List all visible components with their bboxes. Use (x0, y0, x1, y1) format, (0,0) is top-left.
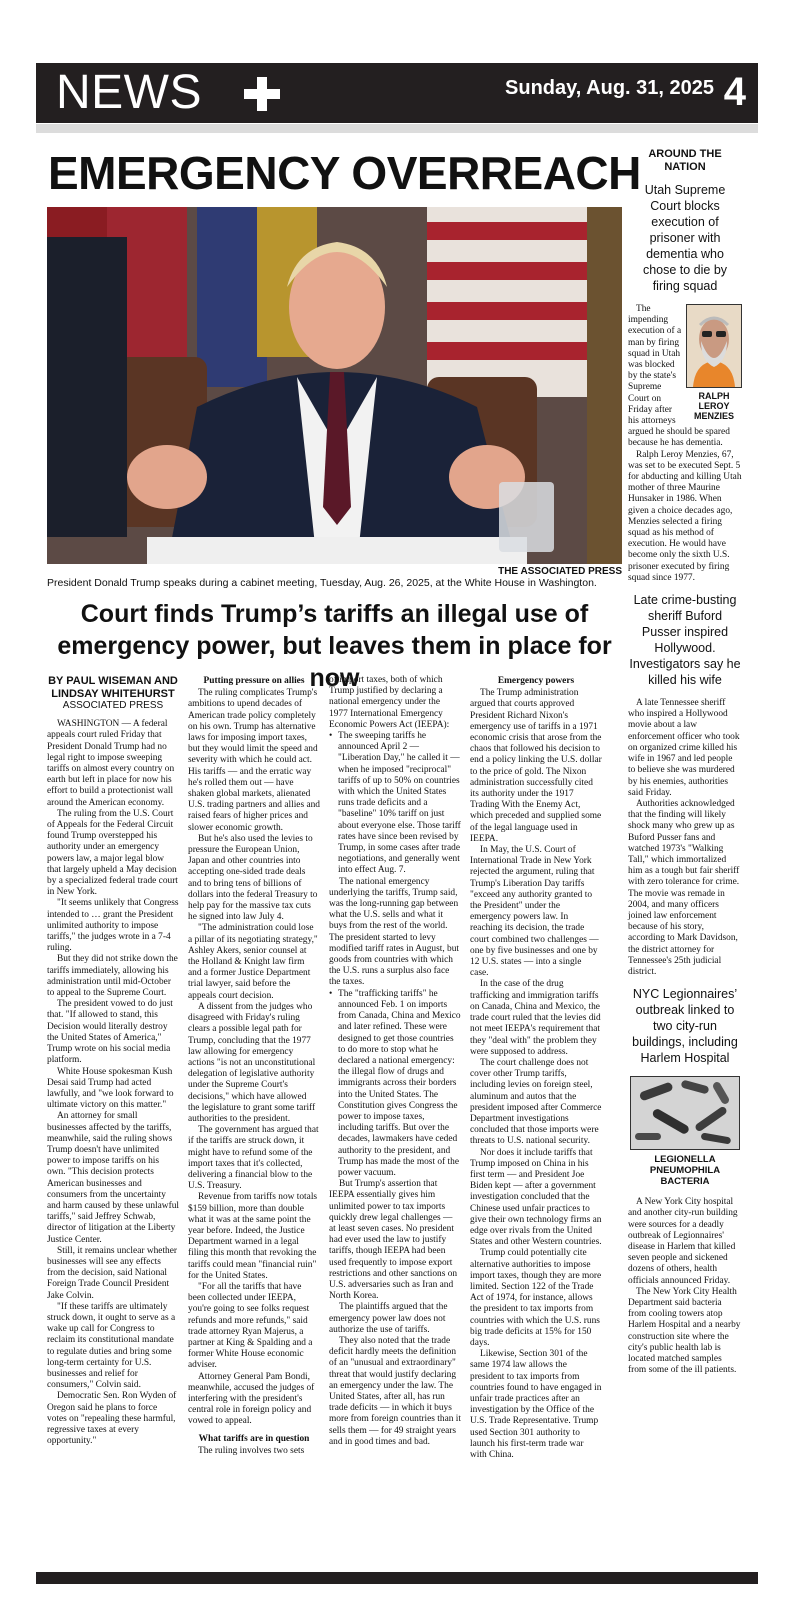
bacteria-photo (630, 1076, 740, 1150)
paragraph: "If these tariffs are ultimately struck down, it ought to serve as a wake up call for Congress to reclaim its constitutional mandate to regulate duties and bring some long-term certainty for U.S. businesses and relief for consumers," Colvin said. (47, 1301, 176, 1391)
paragraph: White House spokesman Kush Desai said Trump had acted lawfully, and "we look forward to ultimate victory on this matter." (47, 1066, 174, 1111)
page-number: 4 (723, 70, 746, 114)
paragraph: The plaintiffs argued that the emergency power law does not authorize the use of tariffs. (329, 1302, 448, 1335)
bacteria-caption: LEGIONELLA PNEUMOPHILA BACTERIA (649, 1154, 721, 1188)
paragraph: The New York City Health Department said bacteria from cooling towers atop Harlem Hospital and a nearby construction site where the city's public health lab is located matched samples from some of the ill patients. (628, 1286, 741, 1376)
lead-photo (47, 207, 622, 564)
masthead-divider (36, 124, 758, 133)
paragraph: They also noted that the trade deficit hardly meets the definition of an "unusual and extraordinary" threat that would justify declaring an emergency under the law. The United States, after all, has run trade deficits — in which it buys more from foreign countries than it sells them — for 49 straight years and in good times and bad. (329, 1335, 461, 1447)
mugshot (686, 304, 742, 421)
issue-date: Sunday, Aug. 31, 2025 (505, 77, 714, 99)
paragraph: In the case of the drug trafficking and immigration tariffs on Canada, China and Mexico, the trade court ruled that the levies did not meet IEEPA's requirement that they "deal with" the problem they were supposed to address. (470, 979, 601, 1057)
byline: BY PAUL WISEMAN AND LINDSAY WHITEHURST (48, 675, 178, 700)
article-column-1 (47, 675, 179, 1447)
agency: ASSOCIATED PRESS (62, 700, 164, 711)
sidebar-story (628, 304, 742, 584)
paragraph: The ruling complicates Trump's ambitions to upend decades of American trade policy completely on his own. Trump has alternative laws for imposing import taxes, but they would limit the speed and severity with which he could act. His tariffs — and the erratic way he's rolled them out — have shaken global markets, alienated U.S. trading partners and allies and raised fears of higher prices and slower economic growth. (188, 688, 320, 833)
paragraph: A New York City hospital and another city-run building were sources for a deadly outbreak of Legionnaires' disease in Harlem that killed seven people and sickened dozens of others, health officials announced Friday. (628, 1197, 738, 1286)
sidebar-headline: NYC Legionnaires’ outbreak linked to two city-run buildings, including Harlem Hospital (632, 987, 738, 1066)
bullet-list (329, 731, 461, 877)
sidebar-label: AROUND THE NATION (648, 148, 722, 173)
subhead: Putting pressure on allies (203, 676, 305, 686)
sidebar-story (628, 1197, 742, 1376)
plus-icon (244, 77, 280, 111)
sidebar-story (628, 698, 742, 978)
article-column-2 (188, 675, 320, 1457)
paragraph: Authorities acknowledged that the finding will likely shock many who grew up as Buford Pusser fans and watched 1973's "Walking Tall," which immortalized him as a tough but fair sheriff with zero tolerance for crime. The movie was remade in 2004, and many officers joined law enforcement because of his story, according to Mark Davidson, the district attorney for Tennessee's 25th judicial district. (628, 798, 740, 977)
paragraph: Still, it remains unclear whether businesses will see any effects from the decision, said National Foreign Trade Council President Jake Colvin. (47, 1245, 178, 1301)
paragraph: But he's also used the levies to pressure the European Union, Japan and other countries into accepting one-sided trade deals and to bring tens of billions of dollars into the federal Treasury to help pay for the massive tax cuts he signed into law July 4. (188, 833, 318, 923)
bullet-item: • The sweeping tariffs he announced April 2 — "Liberation Day," he called it — when he imposed "reciprocal" tariffs of up to 50% on countries with which the United States runs trade deficits and a "baseline" 10% tariff on just about everyone else. Those tariff rates have since been revised by Trump, in some cases after trade negotiations, and generally went into effect Aug. 7. (329, 731, 461, 877)
paragraph: Democratic Sen. Ron Wyden of Oregon said he plans to force votes on "repealing these harmful, regressive taxes at every opportunity." (47, 1391, 177, 1447)
paragraph: The court challenge does not cover other Trump tariffs, including levies on foreign steel, aluminum and autos that the president imposed after Commerce Department investigations concluded that those imports were threats to U.S. national security. (470, 1057, 602, 1147)
photo-caption: President Donald Trump speaks during a cabinet meeting, Tuesday, Aug. 26, 2025, at the White House in Washington. (47, 577, 597, 589)
paragraph: WASHINGTON — A federal appeals court ruled Friday that President Donald Trump had no legal right to impose sweeping tariffs on almost every country on earth but left in place for now his effort to build a protectionist wall around the American economy. (47, 719, 175, 808)
paragraph: of import taxes, both of which Trump justified by declaring a national emergency under the 1977 International Emergency Economic Powers Act (IEEPA): (329, 675, 450, 730)
around-the-nation-sidebar (628, 148, 742, 1376)
paragraph: The ruling from the U.S. Court of Appeals for the Federal Circuit found Trump overstepped his authority under an emergency powers law, a major legal blow that largely upheld a May decision by a specialized federal trade court in New York. (47, 808, 178, 898)
mugshot-photo (686, 304, 742, 388)
article-column-3 (329, 675, 461, 1448)
subhead: What tariffs are in question (198, 1433, 310, 1444)
paragraph: Likewise, Section 301 of the same 1974 law allows the president to tax imports from countries found to have engaged in unfair trade practices after an investigation by the Office of the U.S. Trade Representative. Trump used Section 301 authority to launch his first-term trade war with China. (470, 1349, 602, 1461)
bullet-item: • The "trafficking tariffs" he announced Feb. 1 on imports from Canada, China and Mexico and later refined. These were designed to get those countries to do more to stop what he declared a national emergency: the illegal flow of drugs and immigrants across their borders into the United States. The Constitution gives Congress the power to impose taxes, including tariffs. But over the decades, lawmakers have ceded authority to the president, and Trump has made the most of the power vacuum. (329, 989, 461, 1179)
mugshot-caption: RALPH LEROY MENZIES (693, 391, 734, 421)
photo-credit: THE ASSOCIATED PRESS (498, 566, 622, 577)
bullet-list (329, 989, 461, 1179)
paragraph: Trump could potentially cite alternative authorities to impose import taxes, though they are more limited. Section 122 of the Trade Act of 1974, for instance, allows the president to tax imports from countries with which the U.S. runs big trade deficits at 15% for 150 days. (470, 1248, 602, 1348)
subhead: Emergency powers (497, 676, 575, 686)
paragraph: In May, the U.S. Court of International Trade in New York rejected the argument, ruling that Trump's Liberation Day tariffs "exceed any authority granted to the President" under the emergency powers law. In reaching its decision, the trade court combined two challenges — one by five businesses and one by 12 U.S. states — into a single case. (470, 845, 599, 979)
paragraph: The ruling involves two sets (198, 1445, 305, 1456)
paragraph: The government has argued that if the tariffs are struck down, it might have to refund some of the import taxes that it's collected, delivering a financial blow to the U.S. Treasury. (188, 1125, 319, 1192)
paragraph: But they did not strike down the tariffs immediately, allowing his administration until mid-October to appeal to the Supreme Court. (47, 954, 178, 999)
paragraph: "It seems unlikely that Congress intended to … grant the President unlimited authority to impose tariffs," the judges wrote in a 7-4 ruling. (47, 898, 179, 954)
paragraph: Revenue from tariffs now totals $159 billion, more than double what it was at the same point the year before. Indeed, the Justice Department warned in a legal filing this month that revoking the tariffs could mean "financial ruin" for the United States. (188, 1192, 318, 1281)
paragraph: The president vowed to do just that. "If allowed to stand, this Decision would literally destroy the United States of America," Trump wrote on his social media platform. (47, 999, 173, 1066)
article-column-4 (470, 675, 602, 1461)
paragraph: "For all the tariffs that have been collected under IEEPA, you're going to see folks request refunds and more refunds," said trade attorney Ryan Majerus, a partner at King & Spalding and a former White House economic adviser. (188, 1281, 313, 1371)
sidebar-headline: Utah Supreme Court blocks execution of prisoner with dementia who chose to die by firing squad (642, 183, 728, 293)
paragraph: Nor does it include tariffs that Trump imposed on China in his first term — and President Joe Biden kept — after a government investigation concluded that the Chinese used unfair practices to give their own technology firms an edge over rivals from the United States and other Western countries. (470, 1147, 602, 1248)
paragraph: The Trump administration argued that courts approved President Richard Nixon's emergency use of tariffs in a 1971 economic crisis that arose from the chaos that followed his decision to end a policy linking the U.S. dollar to the price of gold. The Nixon administration successfully cited its authority under the 1917 Trading With the Enemy Act, which preceded and supplied some of the legal language used in IEEPA. (470, 688, 602, 844)
paragraph: A dissent from the judges who disagreed with Friday's ruling clears a possible legal path for Trump, concluding that the 1977 law allowing for emergency actions "is not an unconstitutional delegation of legislative authority under the Supreme Court's decisions," which have allowed the legislature to grant some tariff authorities to the president. (188, 1001, 316, 1124)
paragraph: An attorney for small businesses affected by the tariffs, meanwhile, said the ruling shows Trump doesn't have unlimited power to impose tariffs on his own. "This decision protects American businesses and consumers from the uncertainty and harm caused by these unlawful tariffs," said Jeffrey Schwab, director of litigation at the Liberty Justice Center. (47, 1111, 179, 1245)
paragraph: Attorney General Pam Bondi, meanwhile, accused the judges of interfering with the president's central role in foreign policy and vowed to appeal. (188, 1371, 315, 1427)
paragraph: The impending execution of a man by firing squad in Utah was blocked by the state's Supreme Court on Friday after his attorneys argued he should be spared because he has dementia. (628, 304, 730, 449)
masthead (36, 63, 758, 123)
paragraph: A late Tennessee sheriff who inspired a Hollywood movie about a law enforcement officer who took on organized crime killed his wife in 1967 and led people to believe she was murdered by his enemies, authorities said Friday. (628, 698, 740, 798)
footer-bar (36, 1572, 758, 1584)
sidebar-headline: Late crime-busting sheriff Buford Pusser inspired Hollywood. Investigators say he killed his wife (629, 593, 741, 688)
paragraph: But Trump's assertion that IEEPA essentially gives him unlimited power to tax imports quickly drew legal challenges — at least seven cases. No president had ever used the law to justify tariffs, though IEEPA had been used frequently to impose export restrictions and other sanctions on U.S. adversaries such as Iran and North Korea. (329, 1179, 458, 1302)
paragraph: "The administration could lose a pillar of its negotiating strategy," Ashley Akers, senior counsel at the Holland & Knight law firm and a former Justice Department trial lawyer, said before the appeals court decision. (188, 923, 318, 1001)
paragraph: Ralph Leroy Menzies, 67, was set to be executed Sept. 5 for abducting and killing Utah mother of three Maurine Hunsaker in 1986. When given a choice decades ago, Menzies selected a firing squad as his method of execution. He would have become only the sixth U.S. prisoner executed by firing squad since 1977. (628, 449, 742, 583)
paragraph: The national emergency underlying the tariffs, Trump said, was the long-running gap between what the U.S. sells and what it buys from the rest of the world. The president started to levy modified tariff rates in August, but goods from countries with which the U.S. runs a surplus also face the taxes. (329, 876, 460, 988)
story-deck: Court finds Trump’s tariffs an illegal use of emergency power, but leaves them in place for now (57, 600, 612, 692)
section-title: NEWS (56, 66, 202, 119)
page-headline: EMERGENCY OVERREACH (48, 147, 641, 199)
